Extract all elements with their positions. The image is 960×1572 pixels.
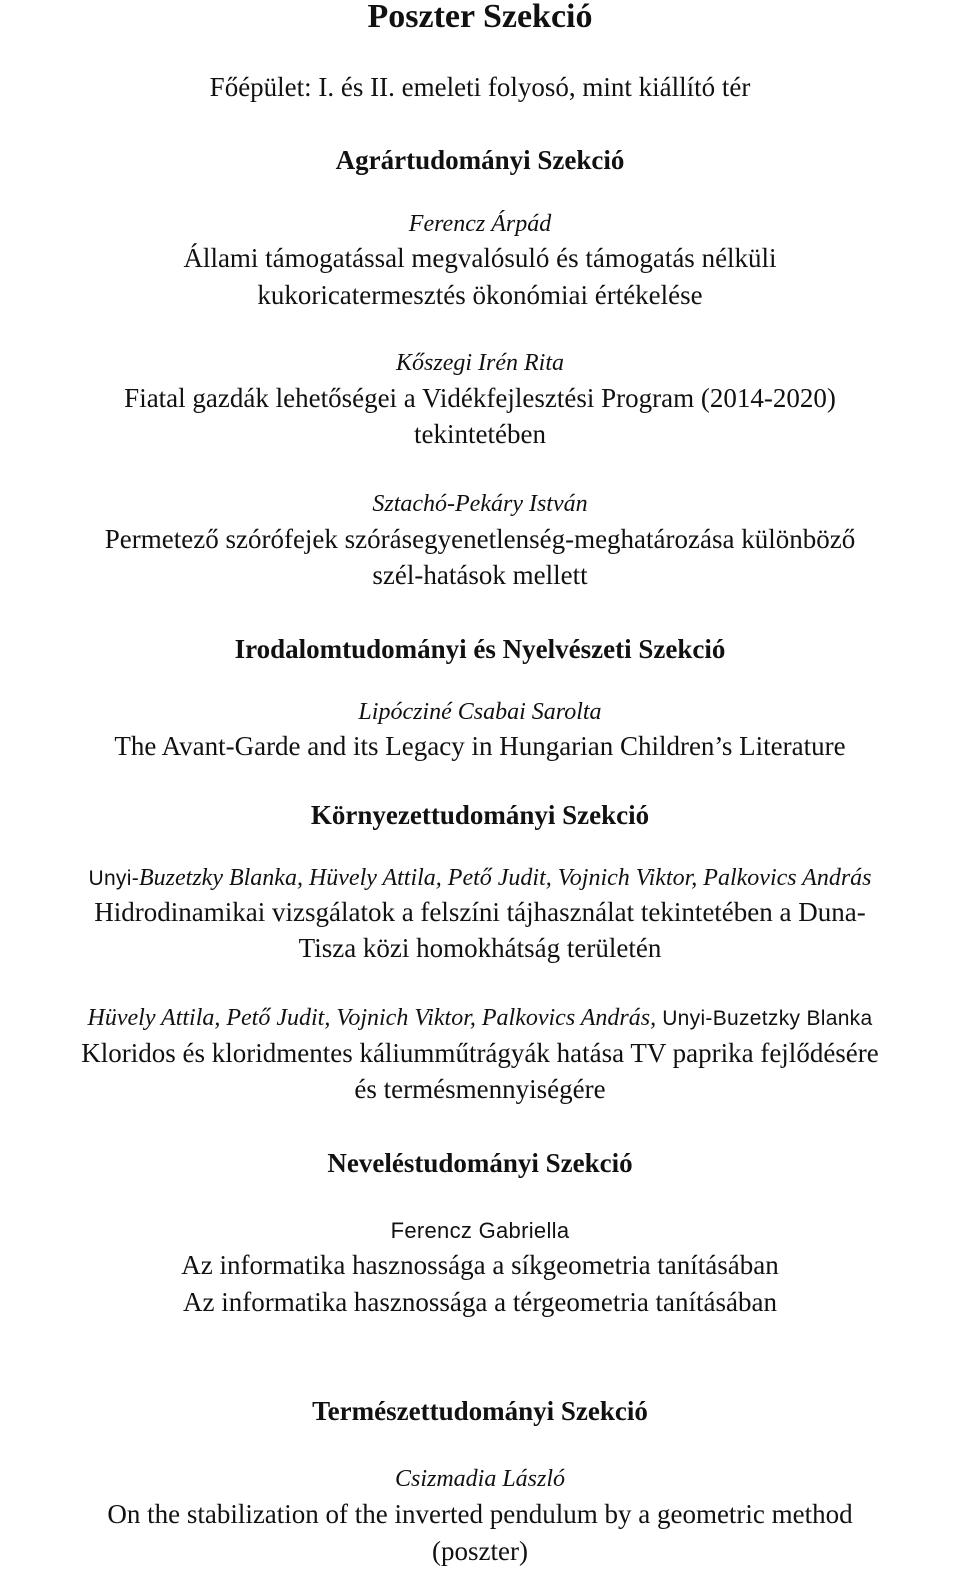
author-line: Kőszegi Irén Rita	[396, 350, 564, 376]
poster-title-line: (poszter)	[432, 1536, 528, 1566]
author-line: Csizmadia László	[394, 1466, 566, 1492]
poster-title-line: szél-hatások mellett	[372, 560, 588, 590]
author-name-plain: Unyi-	[88, 867, 139, 890]
poster-title-line: On the stabilization of the inverted pendulum by a geometric method	[107, 1499, 853, 1529]
poster-title-line: Kloridos és kloridmentes káliumműtrágyák hatása TV paprika fejlődésére	[81, 1038, 879, 1068]
location-line: Főépület: I. és II. emeleti folyosó, mint kiállító tér	[209, 72, 751, 102]
poster-title-line: Permetező szórófejek szórásegyenetlenség-meghatározása különböző	[104, 524, 856, 554]
author-line: Sztachó-Pekáry István	[372, 491, 588, 517]
poster-title-line: Állami támogatással megvalósuló és támogatás nélküli	[183, 243, 777, 273]
poster-title-line: Hidrodinamikai vizsgálatok a felszíni tájhasználat tekintetében a Duna-	[94, 897, 866, 927]
section-heading-termeszet: Természettudományi Szekció	[312, 1396, 648, 1426]
author-names-italic: Buzetzky Blanka, Hüvely Attila, Pető Judit, Vojnich Viktor, Palkovics András	[139, 865, 872, 891]
author-line: Ferencz Gabriella	[390, 1218, 570, 1243]
section-heading-agrar: Agrártudományi Szekció	[335, 145, 625, 175]
poster-title-line: Fiatal gazdák lehetőségei a Vidékfejlesztési Program (2014-2020)	[124, 383, 836, 413]
poster-title-line: kukoricatermesztés ökonómiai értékelése	[257, 280, 703, 310]
poster-title-line: és termésmennyiségére	[354, 1074, 606, 1104]
section-heading-neveles: Neveléstudományi Szekció	[327, 1148, 633, 1178]
author-line	[0, 1006, 960, 1030]
poster-title-line: Az informatika hasznossága a térgeometria tanításában	[182, 1287, 777, 1317]
page-title: Poszter Szekció	[367, 0, 593, 35]
poster-title-line: The Avant-Garde and its Legacy in Hungarian Children’s Literature	[114, 731, 846, 761]
section-heading-irodalom: Irodalomtudományi és Nyelvészeti Szekció	[234, 634, 726, 664]
author-name-plain: Unyi-Buzetzky Blanka	[656, 1007, 873, 1030]
author-line: Lipócziné Csabai Sarolta	[358, 699, 602, 725]
author-line	[0, 866, 960, 890]
poster-title-line: tekintetében	[414, 419, 546, 449]
poster-title-line: Az informatika hasznossága a síkgeometria tanításában	[181, 1250, 779, 1280]
section-heading-kornyezet: Környezettudományi Szekció	[310, 800, 650, 830]
poster-title-line: Tisza közi homokhátság területén	[298, 933, 662, 963]
author-names-italic: Hüvely Attila, Pető Judit, Vojnich Viktor, Palkovics András,	[87, 1005, 657, 1031]
author-line: Ferencz Árpád	[408, 211, 552, 237]
